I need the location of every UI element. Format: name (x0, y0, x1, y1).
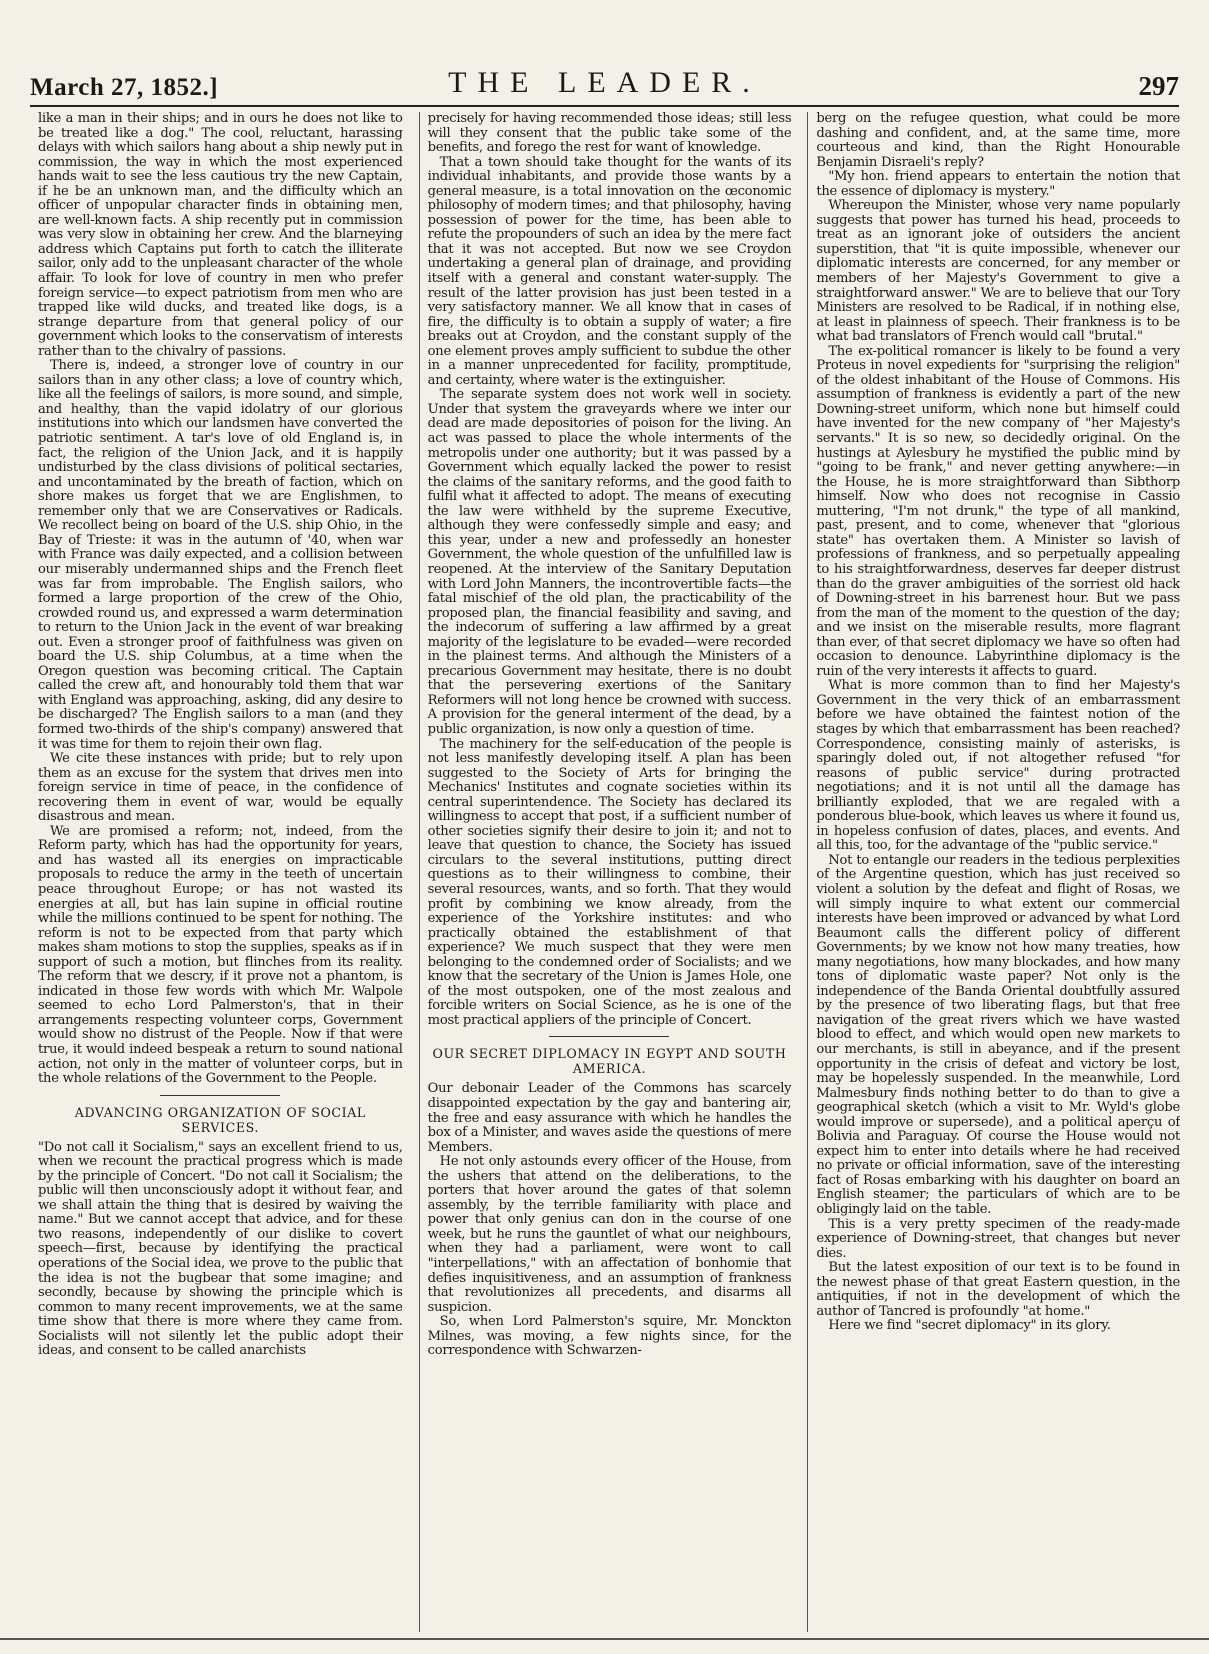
paragraph: like a man in their ships; and in ours he does not like to be treated like a dog." The cool, reluctant, harassing delays with which sailors hang about a ship newly put in commission, the way in which the most experienced hands wait to see the less cautious try the new Captain, if he be an unknown man, and the difficulty which an officer of unpopular character finds in obtaining men, are well-known facts. A ship recently put in commission was very slow in obtaining her crew. And the blarneying address which Captains put forth to catch the illiterate sailor, only add to the unpleasant character of the whole affair. To look for love of country in men who prefer foreign service—to expect patriotism from men who are trapped like wild ducks, and treated like dogs, is a strange departure from that general policy of our government which looks to the conservatism of interests rather than to the chivalry of passions. (38, 112, 403, 359)
paragraph: That a town should take thought for the wants of its individual inhabitants, and provide those wants by a general measure, is a total innovation on the œconomic philosophy of modern times; and that philosophy, having possession of power for the time, has been able to refute the propounders of such an idea by the mere fact that it was not accepted. But now we see Croydon undertaking a general plan of drainage, and providing itself with a general and constant water-supply. The result of the latter provision has just been tested in a very satisfactory manner. We all know that in cases of fire, the difficulty is to obtain a supply of water; a fire breaks out at Croydon, and the constant supply of the one element proves amply sufficient to subdue the other in a manner unprecedented for facility, promptitude, and certainty, where water is the extinguisher. (427, 154, 792, 388)
footer-rule (0, 1638, 1209, 1640)
paragraph: "Do not call it Socialism," says an excellent friend to us, when we recount the practical progress which is made by the principle of Concert. "Do not call it Socialism; the public will then unconsciously adopt it without fear, and we shall attain the thing that is desired by waiving the name." But we cannot accept that advice, and for these two reasons, independently of our dislike to covert speech—first, because by identifying the practical operations of the Social idea, we prove to the public that the idea is not the bugbear that some imagine; and secondly, because by showing the principle which is common to many recent improvements, we at the same time show that there is more where they came from. Socialists will not silently let the public adopt their ideas, and consent to be called anarchists (38, 1139, 403, 1359)
paragraph: The separate system does not work well in society. Under that system the graveyards where we inter our dead are made depositories of poison for the living. An act was passed to place the whole interments of the metropolis under one authority; but it was passed by a Government which equally lacked the power to resist the claims of the sanitary reforms, and the good faith to fulfil what it affected to adopt. The means of executing the law were withheld by the supreme Executive, although they were confessedly simple and easy; and this year, under a new and professedly an honester Government, the whole question of the unfulfilled law is reopened. At the interview of the Sanitary Deputation with Lord John Manners, the incontrovertible facts—the fatal mischief of the old plan, the practicability of the proposed plan, the financial feasibility and saving, and the indecorum of suffering a law affirmed by a great majority of the legislature to be evaded—were recorded in the plainest terms. And although the Ministers of a precarious Government may hesitate, there is no doubt that the persevering exertions of the Sanitary Reformers will not long hence be crowned with success. A provision for the general interment of the dead, by a public organization, is now only a question of time. (427, 387, 792, 737)
article-heading: ADVANCING ORGANIZATION OF SOCIAL SERVICES. (74, 1104, 366, 1135)
newspaper-title: THE LEADER. (448, 66, 761, 99)
column-2 (419, 112, 792, 1632)
paragraph: Here we find "secret diplomacy" in its glory. (828, 1318, 1111, 1334)
article-heading: OUR SECRET DIPLOMACY IN EGYPT AND SOUTH AMERICA. (432, 1046, 787, 1077)
paragraph: We are promised a reform; not, indeed, from the Reform party, which has had the opportunity for years, and has wasted all its energies on impracticable proposals to reduce the army in the teeth of uncertain peace throughout Europe; or has not wasted its energies at all, but has lain supine in official routine while the millions continued to be spent for nothing. The reform is not to be expected from that party which makes sham motions to stop the supplies, speaks as if in support of such a motion, but flinches from its reality. The reform that we descry, if it prove not a phantom, is indicated in those few words with which Mr. Walpole seemed to echo Lord Palmerston's, that in their arrangements respecting volunteer corps, Government would show no distrust of the People. Now if that were true, it would indeed bespeak a return to sound national action, not only in the matter of volunteer corps, but in the whole relations of the Government to the People. (38, 823, 403, 1087)
paragraph: But the latest exposition of our text is to be found in the newest phase of that great Eastern question, in the antiquities, if not in the development of which the author of Tancred is profoundly "at home." (816, 1260, 1180, 1319)
page-number: 297 (1138, 71, 1179, 101)
paragraph: What is more common than to find her Majesty's Government in the very thick of an embarrassment before we have obtained the faintest notion of the stages by which that embarrassment has been reached? Correspondence, consisting mainly of asterisks, is sparingly doled out, if not altogether refused "for reasons of public service" during protracted negotiations; and it is not until all the damage has brilliantly exploded, that we are regaled with a ponderous blue-book, which leaves us where it found us, in hopeless confusion of dates, places, and events. And all this, too, for the advantage of the "public service." (816, 678, 1180, 854)
paragraph: Whereupon the Minister, whose very name popularly suggests that power has turned his head, proceeds to treat as an ignorant joke of outsiders the ancient superstition, that "it is quite impossible, whenever our diplomatic interests are concerned, for any member or members of her Majesty's Government to give a straightforward answer." We are to believe that our Tory Ministers are resolved to be Radical, if in nothing else, at least in plainness of speech. Their frankness is to be what bad translators of French would call "brutal." (816, 198, 1180, 345)
column-3 (807, 112, 1180, 1632)
paragraph: "My hon. friend appears to entertain the notion that the essence of diplomacy is mystery." (816, 169, 1180, 199)
paragraph: The ex-political romancer is likely to be found a very Proteus in novel expedients for "surprising the religion" of the oldest inhabitant of the House of Commons. His assumption of frankness is evidently a part of the new Downing-street uniform, which none but himself could have invented for the new company of "her Majesty's servants." It is so new, so decidedly original. On the hustings at Aylesbury he mystified the public mind by "going to be frank," and never getting anywhere:—in the House, he is more straightforward than Sibthorp himself. Now who does not recognise in Cassio muttering, "I'm not drunk," the type of all mankind, past, present, and to come, whenever that "glorious state" has overtaken them. A Minister so lavish of professions of frankness, and so perpetually appealing to his straightforwardness, deserves far deeper distrust than do the graver ambiguities of the sorriest old hack of Downing-street in his barrenest hour. But we pass from the man of the moment to the question of the day; and we insist on the miserable results, more flagrant than ever, of that secret diplomacy we have so often had occasion to denounce. Labyrinthine diplomacy is the ruin of the very interests it affects to guard. (816, 343, 1180, 679)
paragraph: Not to entangle our readers in the tedious perplexities of the Argentine question, which has just received so violent a solution by the defeat and flight of Rosas, we will simply inquire to what extent our commercial interests have been improved or advanced by what Lord Beaumont calls the different policy of different Governments; by we know not how many treaties, how many negotiations, how many blockades, and how many tons of diplomatic waste paper? Not only is the independence of the Banda Oriental doubtfully assured by the presence of two liberating flags, but that free navigation of the great rivers which we have wasted blood to effect, and which would open new markets to our merchants, is still in abeyance, and if the present opportunity in the crisis of defeat and victory be lost, may be hopelessly suspended. In the meanwhile, Lord Malmesbury finds nothing better to do than to give a geographical sketch (which a visit to Mr. Wyld's globe would improve or supersede), and a political aperçu of Bolivia and Paraguay. Of course the House would not expect him to enter into details where he had received no private or official information, save of the interesting fact of Rosas embarking with his daughter on board an English steamer; the particulars of which are to be obligingly laid on the table. (816, 852, 1180, 1218)
paragraph: Our debonair Leader of the Commons has scarcely disappointed expectation by the gay and bantering air, the free and easy assurance with which he handles the box of a Minister, and waves aside the questions of mere Members. (427, 1081, 792, 1155)
paragraph: So, when Lord Palmerston's squire, Mr. Monckton Milnes, was moving, a few nights since, for the correspondence with Schwarzen- (427, 1314, 792, 1359)
masthead (30, 62, 1179, 102)
paragraph: precisely for having recommended those ideas; still less will they consent that the public take some of the benefits, and forego the rest for want of knowledge. (427, 112, 792, 156)
paragraph: The machinery for the self-education of the people is not less manifestly developing itself. A plan has been suggested to the Society of Arts for bringing the Mechanics' Institutes and cognate societies within its central superintendence. The Society has declared its willingness to accept that post, if a sufficient number of other societies signify their desire to join it; and not to leave that question to chance, the Society has issued circulars to the several institutions, putting direct questions as to their willingness to combine, their several resources, wants, and so forth. That they would profit by combining we know already, from the experience of the Yorkshire institutes: and who practically obtained the establishment of that experience? We much suspect that they were men belonging to the condemned order of Socialists; and we know that the secretary of the Union is James Hole, one of the most outspoken, one of the most zealous and forcible writers on Social Science, as he is one of the most practical appliers of the principle of Concert. (427, 736, 792, 1028)
issue-date: March 27, 1852.] (30, 74, 219, 101)
paragraph: There is, indeed, a stronger love of country in our sailors than in any other class; a love of country which, like all the feelings of sailors, is more sound, and simple, and healthy, than the vapid idolatry of our glorious institutions into which our landsmen have converted the patriotic sentiment. A tar's love of old England is, in fact, the religion of the Union Jack, and it is happily undisturbed by the class divisions of political sectaries, and uncontaminated by the breath of faction, which on shore makes us forget that we are Englishmen, to remember only that we are Conservatives or Radicals. We recollect being on board of the U.S. ship Ohio, in the Bay of Trieste: it was in the autumn of '40, when war with France was daily expected, and a collision between our miserably undermanned ships and the French fleet was far from improbable. The English sailors, who formed a large proportion of the crew of the Ohio, crowded round us, and expressed a warm determination to return to the Union Jack in the event of war breaking out. Even a stronger proof of faithfulness was given on board the U.S. ship Columbus, at a time when the Oregon question was becoming critical. The Captain called the crew aft, and honourably told them that war with England was approaching, asking, did any desire to be discharged? The English sailors to a man (and they formed two-thirds of the ship's company) answered that it was time for them to rejoin their own flag. (38, 358, 403, 752)
paragraph: We cite these instances with pride; but to rely upon them as an excuse for the system that drives men into foreign service in time of peace, in the confidence of recovering them in event of war, would be equally disastrous and mean. (38, 751, 403, 825)
header-rule (30, 105, 1179, 107)
paragraph: He not only astounds every officer of the House, from the ushers that attend on the deliberations, to the porters that hover around the gates of that solemn assembly, by the terrible familiarity with place and power that only genius can don in the course of one week, but he runs the gauntlet of what our neighbours, when they had a parliament, were wont to call "interpellations," with an affectation of bonhomie that defies inquisitiveness, and an assumption of frankness that revolutionizes all precedents, and disarms all suspicion. (427, 1154, 792, 1315)
paragraph: berg on the refugee question, what could be more dashing and confident, and, at the same time, more courteous and kind, than the Right Honourable Benjamin Disraeli's reply? (816, 112, 1180, 170)
section-divider (160, 1095, 280, 1096)
article-columns (38, 112, 1180, 1632)
column-1 (38, 112, 403, 1632)
paragraph: This is a very pretty specimen of the ready-made experience of Downing-street, that changes but never dies. (816, 1216, 1180, 1261)
section-divider (549, 1036, 669, 1037)
